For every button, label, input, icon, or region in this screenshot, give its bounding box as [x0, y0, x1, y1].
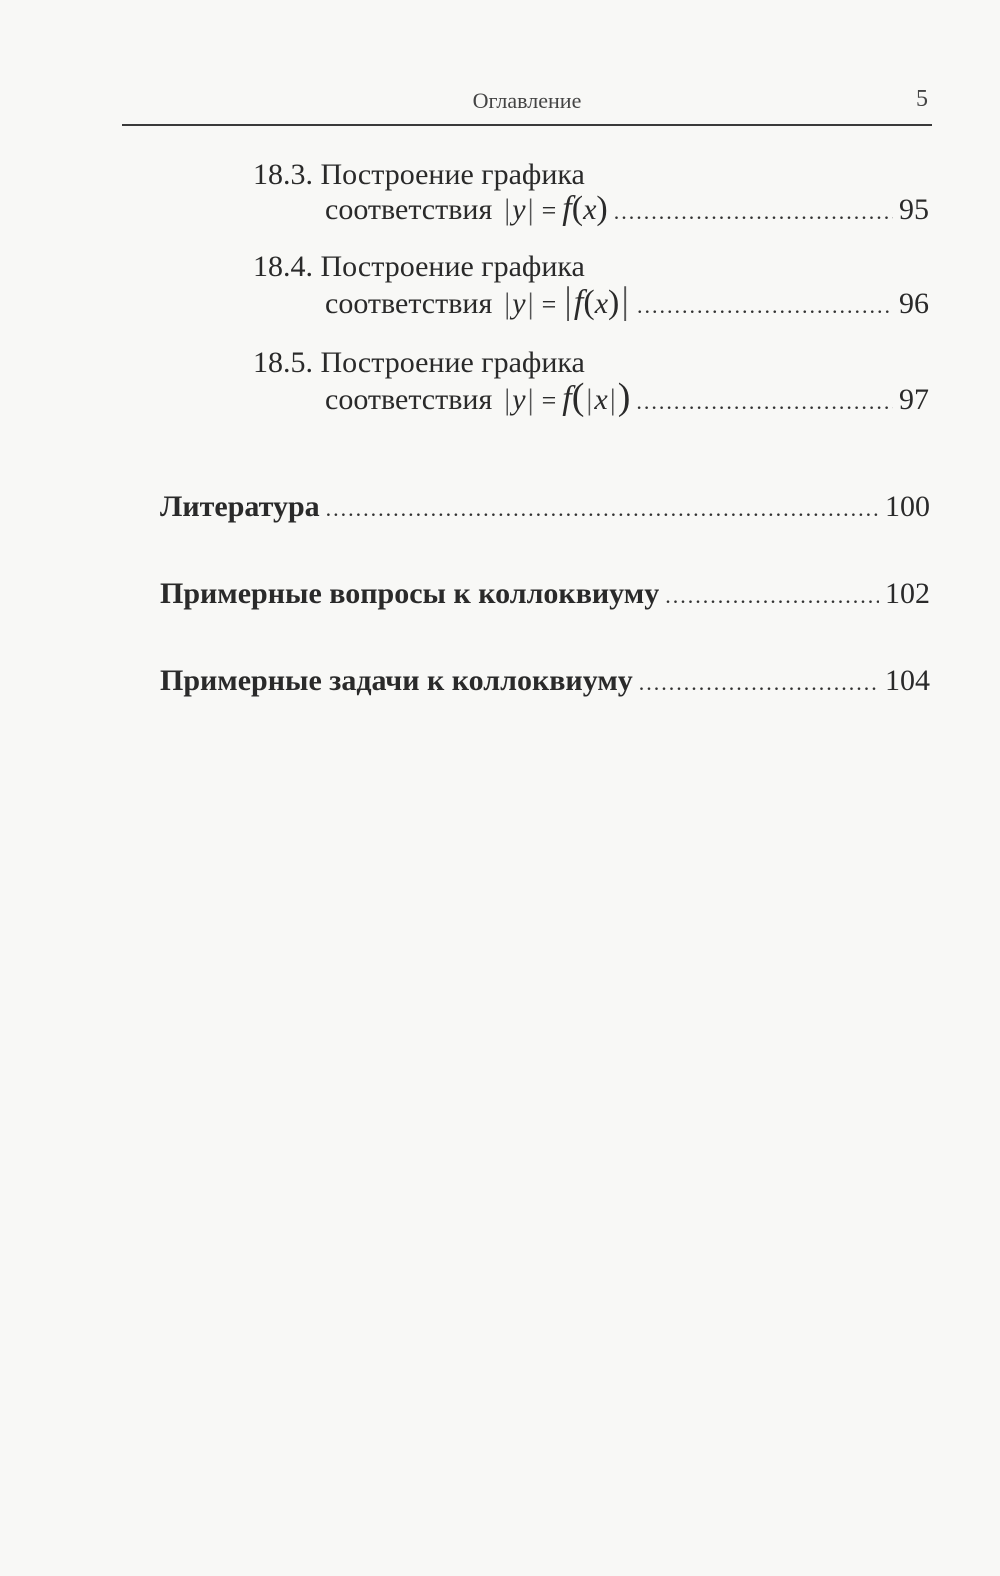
dot-leader	[637, 289, 893, 323]
dot-leader	[614, 195, 893, 229]
toc-entry-page: 104	[885, 664, 930, 697]
toc-entry-problems[interactable]	[160, 664, 930, 698]
toc-entry-page: 95	[899, 193, 929, 226]
header-title: Оглавление	[472, 88, 582, 113]
dot-leader	[639, 670, 879, 696]
toc-entry-questions[interactable]	[160, 577, 930, 611]
toc-entry-lead: соответствия	[325, 383, 493, 416]
toc-entry-page: 100	[885, 490, 930, 523]
toc-entry-title: Построение графика	[320, 346, 585, 379]
toc-entry-lead: соответствия	[325, 287, 493, 320]
toc-entry-formula: |y| = |f(x)|	[504, 280, 629, 322]
toc-entry-18-3[interactable]	[253, 158, 929, 236]
toc-entry-18-5[interactable]	[253, 346, 929, 430]
dot-leader	[326, 496, 879, 522]
toc-entry-page: 97	[899, 383, 929, 416]
toc-entry-title: Построение графика	[320, 158, 585, 191]
toc-entry-number: 18.4.	[253, 250, 313, 283]
dot-leader	[636, 385, 893, 419]
toc-entry-heading	[253, 346, 929, 380]
toc-entry-heading	[253, 158, 929, 192]
toc-entry-number: 18.3.	[253, 158, 313, 191]
toc-entry-title: Примерные вопросы к коллоквиуму	[160, 577, 660, 610]
toc-entry-literature[interactable]	[160, 490, 930, 524]
toc-entry-page: 96	[899, 287, 929, 320]
toc-entry-formula: |y| = f(|x|)	[504, 376, 631, 418]
toc-entry-title: Литература	[160, 490, 320, 523]
toc-entry-heading	[253, 250, 929, 284]
dot-leader	[665, 583, 879, 609]
toc-entry-number: 18.5.	[253, 346, 313, 379]
toc-entry-title: Построение графика	[320, 250, 585, 283]
toc-entry-page: 102	[885, 577, 930, 610]
toc-entry-formula: |y| = f(x)	[504, 190, 608, 227]
toc-entry-lead: соответствия	[325, 193, 493, 226]
header-page-number: 5	[916, 86, 928, 112]
running-header	[122, 84, 932, 126]
toc-entry-title: Примерные задачи к коллоквиуму	[160, 664, 633, 697]
toc-entry-18-4[interactable]	[253, 250, 929, 334]
